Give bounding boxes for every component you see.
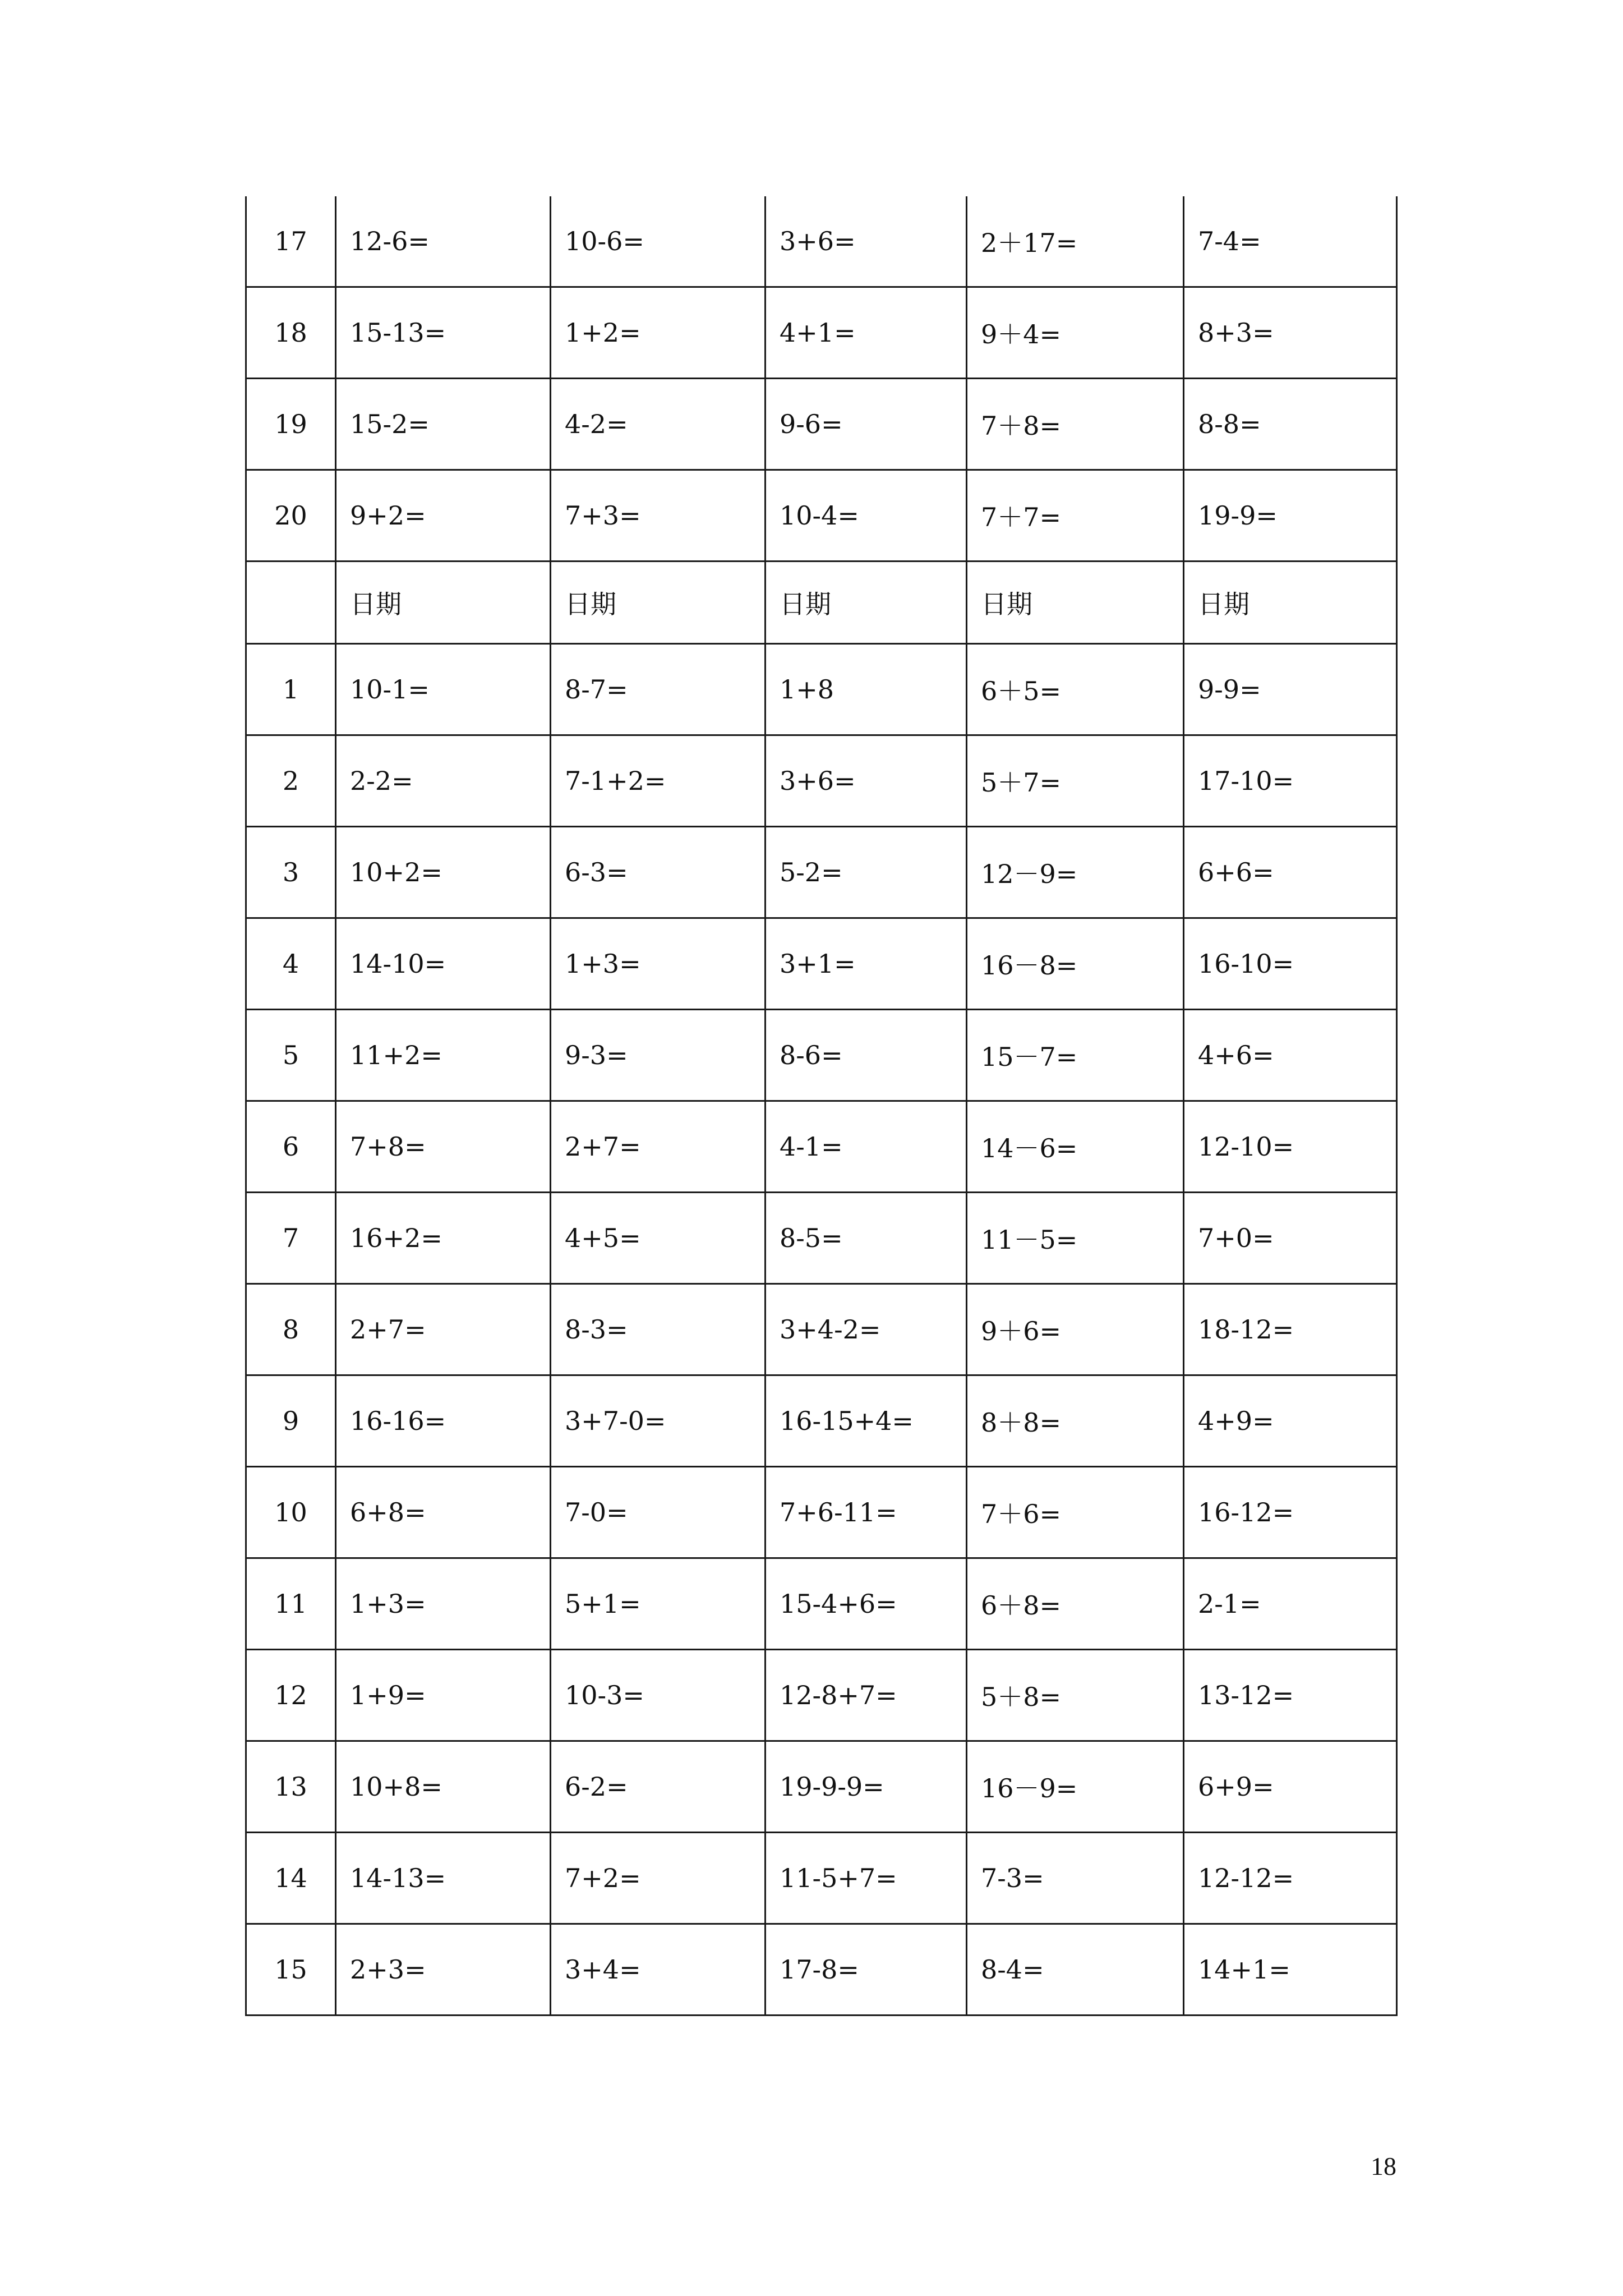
table-row	[246, 1284, 1397, 1375]
problem-cell: 2-1=	[1184, 1558, 1397, 1650]
row-number: 11	[246, 1558, 336, 1650]
problem-cell: 12－9=	[967, 827, 1184, 918]
problem-cell: 3+4=	[551, 1924, 766, 2016]
problem-cell: 9-6=	[766, 379, 967, 470]
problem-cell: 14+1=	[1184, 1924, 1397, 2016]
row-number	[246, 562, 336, 644]
row-number: 19	[246, 379, 336, 470]
problem-cell: 6+9=	[1184, 1741, 1397, 1833]
problem-cell: 4+5=	[551, 1193, 766, 1284]
problem-cell: 16-12=	[1184, 1467, 1397, 1558]
problem-cell: 10-3=	[551, 1650, 766, 1741]
problem-cell: 12-12=	[1184, 1833, 1397, 1924]
row-number: 20	[246, 470, 336, 562]
problem-cell: 15-2=	[336, 379, 551, 470]
table-row	[246, 1924, 1397, 2016]
row-number: 2	[246, 735, 336, 827]
problem-cell: 2+7=	[551, 1101, 766, 1193]
row-number: 6	[246, 1101, 336, 1193]
problem-cell: 8-4=	[967, 1924, 1184, 2016]
date-label: 日期	[336, 562, 551, 644]
problem-cell: 10-1=	[336, 644, 551, 735]
problem-cell: 15-13=	[336, 287, 551, 379]
problem-cell: 9+2=	[336, 470, 551, 562]
date-label: 日期	[1184, 562, 1397, 644]
problem-cell: 8-8=	[1184, 379, 1397, 470]
problem-cell: 11－5=	[967, 1193, 1184, 1284]
arithmetic-table	[245, 196, 1398, 2016]
problem-cell: 7-0=	[551, 1467, 766, 1558]
table-row	[246, 735, 1397, 827]
problem-cell: 5+1=	[551, 1558, 766, 1650]
problem-cell: 7+2=	[551, 1833, 766, 1924]
row-number: 3	[246, 827, 336, 918]
problem-cell: 3+7-0=	[551, 1375, 766, 1467]
problem-cell: 2-2=	[336, 735, 551, 827]
table-row	[246, 1467, 1397, 1558]
date-label: 日期	[551, 562, 766, 644]
row-number: 17	[246, 196, 336, 287]
problem-cell: 7+6-11=	[766, 1467, 967, 1558]
problem-cell: 10-4=	[766, 470, 967, 562]
table-row	[246, 1650, 1397, 1741]
row-number: 9	[246, 1375, 336, 1467]
problem-cell: 11-5+7=	[766, 1833, 967, 1924]
problem-cell: 6-2=	[551, 1741, 766, 1833]
problem-cell: 9＋4=	[967, 287, 1184, 379]
problem-cell: 7＋8=	[967, 379, 1184, 470]
date-header-row	[246, 562, 1397, 644]
row-number: 12	[246, 1650, 336, 1741]
problem-cell: 1+3=	[551, 918, 766, 1010]
table-row	[246, 1101, 1397, 1193]
problem-cell: 10+8=	[336, 1741, 551, 1833]
table-row	[246, 644, 1397, 735]
row-number: 5	[246, 1010, 336, 1101]
row-number: 10	[246, 1467, 336, 1558]
problem-cell: 16－9=	[967, 1741, 1184, 1833]
problem-cell: 7-3=	[967, 1833, 1184, 1924]
problem-cell: 6-3=	[551, 827, 766, 918]
problem-cell: 6+8=	[336, 1467, 551, 1558]
problem-cell: 8-6=	[766, 1010, 967, 1101]
problem-cell: 8-5=	[766, 1193, 967, 1284]
problem-cell: 13-12=	[1184, 1650, 1397, 1741]
problem-cell: 3+6=	[766, 196, 967, 287]
row-number: 18	[246, 287, 336, 379]
problem-cell: 2+3=	[336, 1924, 551, 2016]
problem-cell: 19-9-9=	[766, 1741, 967, 1833]
problem-cell: 7-1+2=	[551, 735, 766, 827]
table-row	[246, 470, 1397, 562]
problem-cell: 8＋8=	[967, 1375, 1184, 1467]
problem-cell: 8+3=	[1184, 287, 1397, 379]
problem-cell: 18-12=	[1184, 1284, 1397, 1375]
table-row	[246, 1833, 1397, 1924]
problem-cell: 1+8	[766, 644, 967, 735]
problem-cell: 4-2=	[551, 379, 766, 470]
problem-cell: 4+1=	[766, 287, 967, 379]
row-number: 14	[246, 1833, 336, 1924]
row-number: 8	[246, 1284, 336, 1375]
problem-cell: 16-15+4=	[766, 1375, 967, 1467]
table-row	[246, 379, 1397, 470]
problem-cell: 15－7=	[967, 1010, 1184, 1101]
problem-cell: 16-16=	[336, 1375, 551, 1467]
problem-cell: 15-4+6=	[766, 1558, 967, 1650]
problem-cell: 17-8=	[766, 1924, 967, 2016]
problem-cell: 8-7=	[551, 644, 766, 735]
problem-cell: 9-3=	[551, 1010, 766, 1101]
problem-cell: 4+6=	[1184, 1010, 1397, 1101]
date-label: 日期	[967, 562, 1184, 644]
problem-cell: 6＋5=	[967, 644, 1184, 735]
problem-cell: 12-8+7=	[766, 1650, 967, 1741]
table-row	[246, 1010, 1397, 1101]
problem-cell: 2+7=	[336, 1284, 551, 1375]
worksheet	[245, 196, 1396, 2016]
problem-cell: 11+2=	[336, 1010, 551, 1101]
problem-cell: 7＋6=	[967, 1467, 1184, 1558]
problem-cell: 16-10=	[1184, 918, 1397, 1010]
problem-cell: 5-2=	[766, 827, 967, 918]
problem-cell: 2＋17=	[967, 196, 1184, 287]
problem-cell: 12-6=	[336, 196, 551, 287]
problem-cell: 8-3=	[551, 1284, 766, 1375]
problem-cell: 4+9=	[1184, 1375, 1397, 1467]
problem-cell: 1+2=	[551, 287, 766, 379]
table-row	[246, 287, 1397, 379]
problem-cell: 9＋6=	[967, 1284, 1184, 1375]
problem-cell: 3+4-2=	[766, 1284, 967, 1375]
problem-cell: 7＋7=	[967, 470, 1184, 562]
problem-cell: 6+6=	[1184, 827, 1397, 918]
problem-cell: 7+0=	[1184, 1193, 1397, 1284]
problem-cell: 6＋8=	[967, 1558, 1184, 1650]
problem-cell: 7-4=	[1184, 196, 1397, 287]
table-row	[246, 918, 1397, 1010]
row-number: 15	[246, 1924, 336, 2016]
page-number: 18	[1371, 2152, 1396, 2180]
table-row	[246, 827, 1397, 918]
problem-cell: 7+3=	[551, 470, 766, 562]
row-number: 1	[246, 644, 336, 735]
table-row	[246, 1741, 1397, 1833]
problem-cell: 4-1=	[766, 1101, 967, 1193]
problem-cell: 14－6=	[967, 1101, 1184, 1193]
row-number: 13	[246, 1741, 336, 1833]
problem-cell: 14-13=	[336, 1833, 551, 1924]
table-row	[246, 1558, 1397, 1650]
problem-cell: 1+9=	[336, 1650, 551, 1741]
table-row	[246, 1375, 1397, 1467]
problem-cell: 17-10=	[1184, 735, 1397, 827]
table-row	[246, 1193, 1397, 1284]
problem-cell: 10+2=	[336, 827, 551, 918]
table-row	[246, 196, 1397, 287]
problem-cell: 19-9=	[1184, 470, 1397, 562]
problem-cell: 3+1=	[766, 918, 967, 1010]
date-label: 日期	[766, 562, 967, 644]
problem-cell: 5＋8=	[967, 1650, 1184, 1741]
problem-cell: 9-9=	[1184, 644, 1397, 735]
problem-cell: 14-10=	[336, 918, 551, 1010]
problem-cell: 1+3=	[336, 1558, 551, 1650]
problem-cell: 10-6=	[551, 196, 766, 287]
problem-cell: 16－8=	[967, 918, 1184, 1010]
problem-cell: 16+2=	[336, 1193, 551, 1284]
row-number: 4	[246, 918, 336, 1010]
row-number: 7	[246, 1193, 336, 1284]
problem-cell: 7+8=	[336, 1101, 551, 1193]
problem-cell: 5＋7=	[967, 735, 1184, 827]
problem-cell: 3+6=	[766, 735, 967, 827]
problem-cell: 12-10=	[1184, 1101, 1397, 1193]
